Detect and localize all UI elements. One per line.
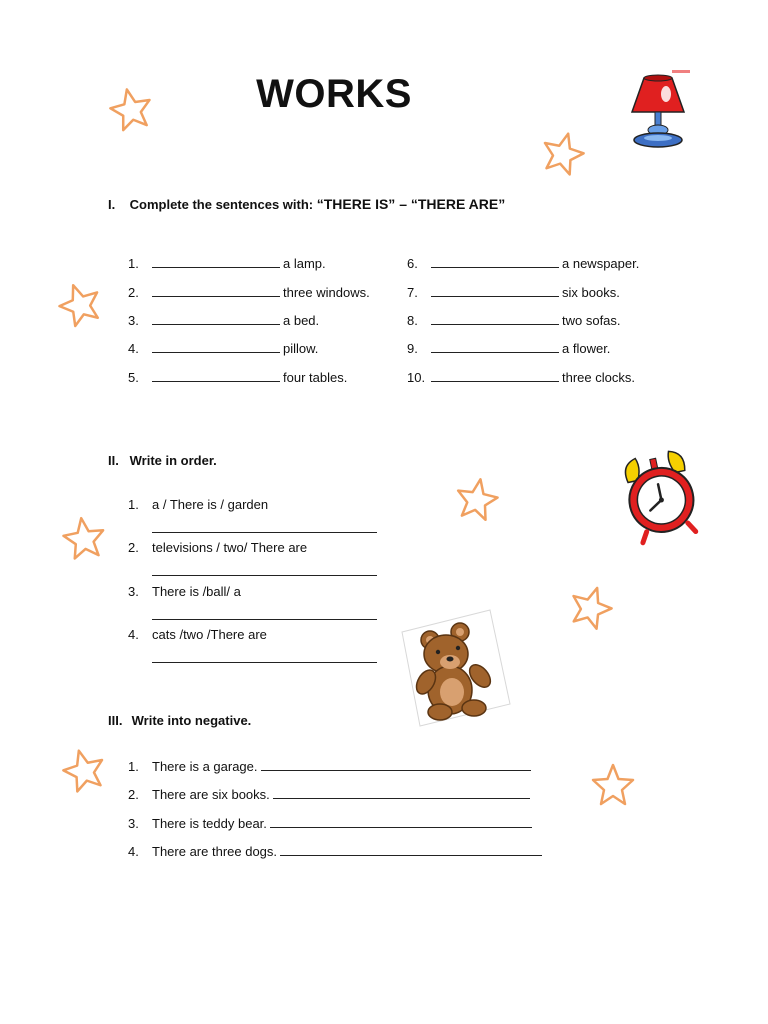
- star-icon: [568, 584, 614, 630]
- list-item: 4. There are three dogs.: [128, 843, 542, 859]
- list-item: 1. a / There is / garden: [128, 497, 269, 512]
- answer-line[interactable]: [270, 815, 532, 828]
- answer-blank[interactable]: [431, 340, 559, 353]
- list-item: 4. cats /two /There are: [128, 627, 267, 642]
- section-numeral: I.: [108, 197, 116, 212]
- list-item: 1. a lamp.: [128, 256, 326, 271]
- list-item: 7. six books.: [407, 285, 620, 300]
- section-numeral: II.: [108, 453, 119, 468]
- list-item: 9. a flower.: [407, 341, 611, 356]
- answer-blank[interactable]: [152, 284, 280, 297]
- answer-line[interactable]: [152, 619, 377, 620]
- star-icon: [56, 280, 104, 328]
- teddy-bear-icon: [398, 608, 514, 728]
- section-heading-text: Complete the sentences with:: [129, 197, 314, 212]
- answer-blank[interactable]: [152, 369, 280, 382]
- list-item: 2. televisions / two/ There are: [128, 540, 308, 555]
- section-2-heading: [108, 453, 217, 468]
- answer-line[interactable]: [152, 532, 377, 533]
- answer-blank[interactable]: [152, 312, 280, 325]
- list-item: 6. a newspaper.: [407, 256, 640, 271]
- section-1-heading: [108, 196, 505, 212]
- star-icon: [60, 746, 108, 794]
- list-item: 10. three clocks.: [407, 370, 635, 385]
- answer-line[interactable]: [152, 662, 377, 663]
- star-icon: [540, 130, 586, 176]
- answer-line[interactable]: [261, 758, 531, 771]
- answer-line[interactable]: [280, 843, 542, 856]
- answer-blank[interactable]: [431, 284, 559, 297]
- section-phrase: “THERE IS” – “THERE ARE”: [316, 196, 506, 212]
- star-icon: [108, 86, 154, 132]
- section-heading-text: Write in order.: [129, 453, 217, 468]
- answer-line[interactable]: [273, 786, 530, 799]
- answer-line[interactable]: [152, 575, 377, 576]
- answer-blank[interactable]: [152, 340, 280, 353]
- list-item: 3. There is /ball/ a: [128, 584, 241, 599]
- list-item: 3. a bed.: [128, 313, 320, 328]
- answer-blank[interactable]: [152, 255, 280, 268]
- list-item: 2. three windows.: [128, 285, 370, 300]
- lamp-icon: [628, 70, 690, 152]
- answer-blank[interactable]: [431, 255, 559, 268]
- star-icon: [590, 762, 636, 808]
- star-icon: [60, 514, 108, 562]
- list-item: 1. There is a garage.: [128, 758, 531, 774]
- section-numeral: III.: [108, 713, 123, 728]
- answer-blank[interactable]: [431, 312, 559, 325]
- list-item: 2. There are six books.: [128, 786, 530, 802]
- section-3-heading: [108, 713, 251, 728]
- page-title: WORKS: [256, 72, 412, 116]
- star-icon: [454, 476, 500, 522]
- list-item: 5. four tables.: [128, 370, 348, 385]
- alarm-clock-icon: [618, 448, 704, 544]
- section-heading-text: Write into negative.: [131, 713, 252, 728]
- answer-blank[interactable]: [431, 369, 559, 382]
- list-item: 4. pillow.: [128, 341, 319, 356]
- list-item: 3. There is teddy bear.: [128, 815, 532, 831]
- list-item: 8. two sofas.: [407, 313, 621, 328]
